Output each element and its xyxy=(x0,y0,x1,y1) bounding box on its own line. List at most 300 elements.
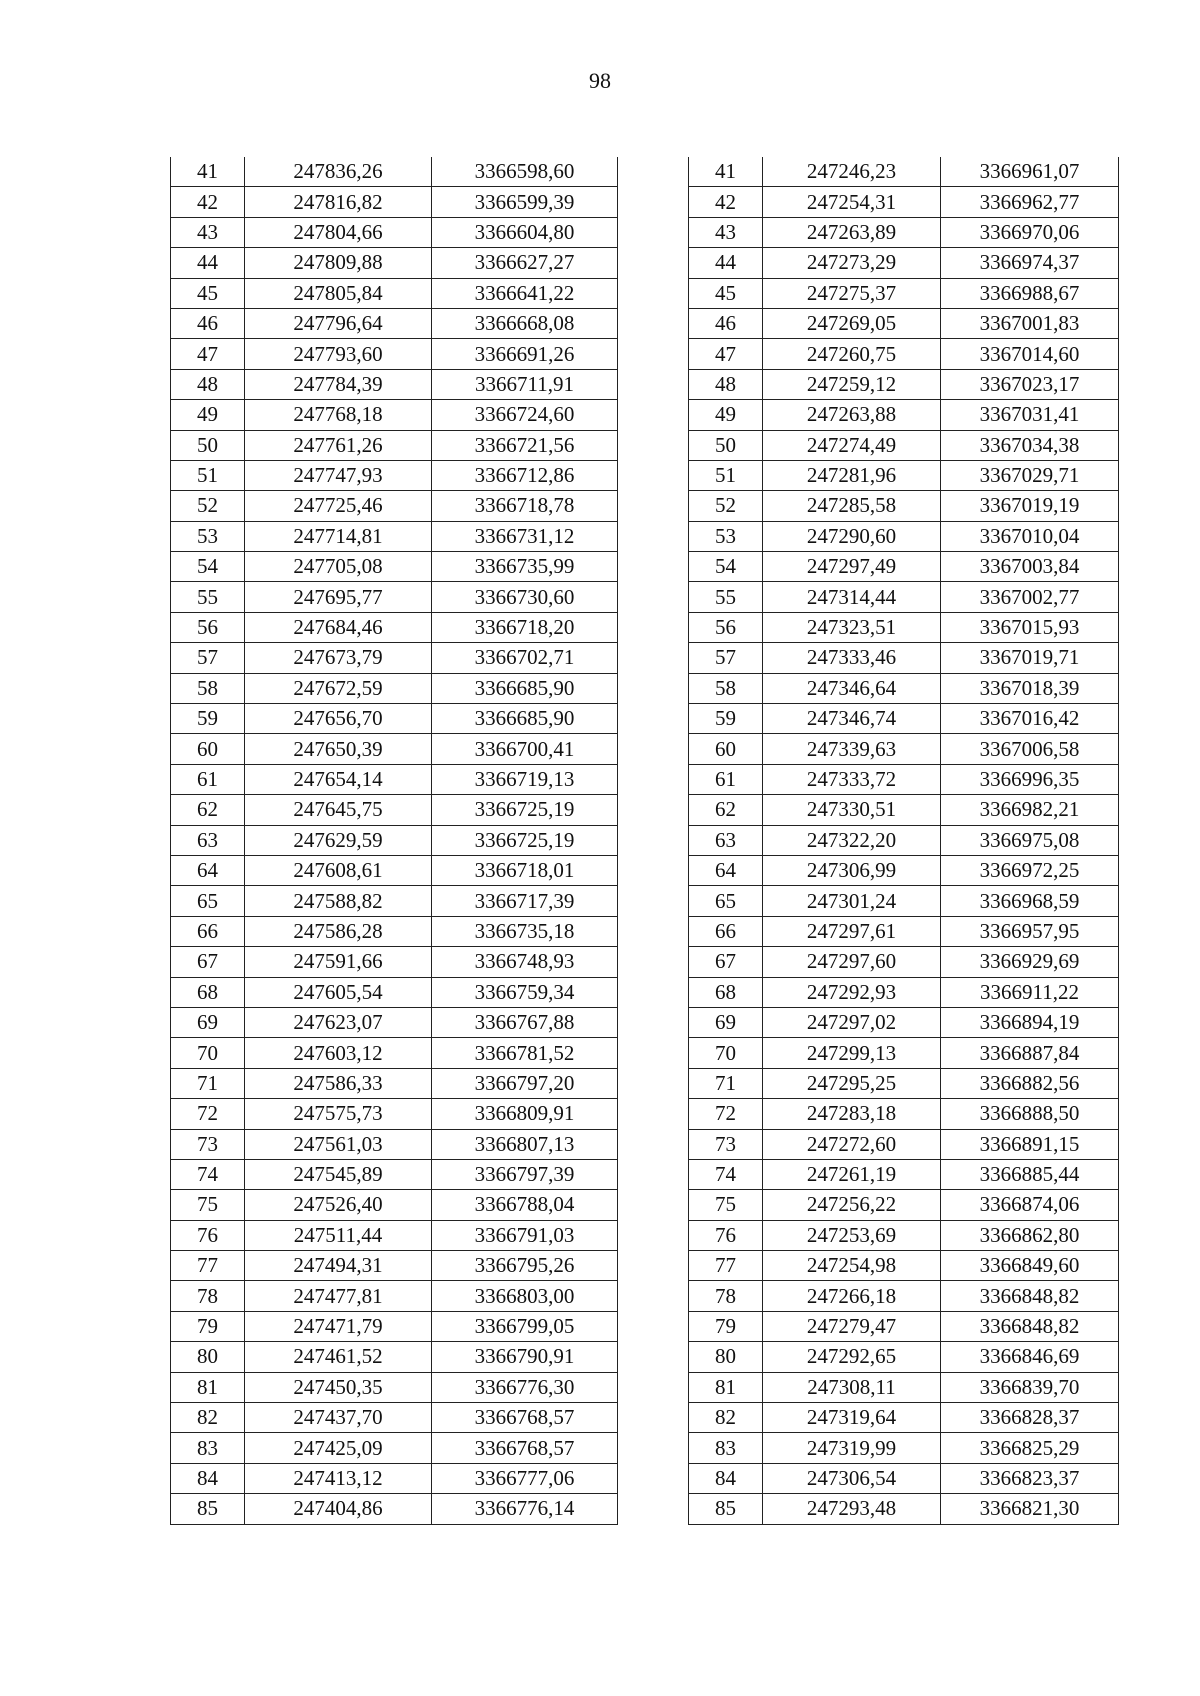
y-coordinate-cell: 3366797,20 xyxy=(432,1068,618,1098)
coordinates-table-right xyxy=(688,157,1119,1525)
table-row xyxy=(689,278,1119,308)
point-number-cell: 76 xyxy=(689,1220,763,1250)
x-coordinate-cell: 247494,31 xyxy=(245,1251,432,1281)
x-coordinate-cell: 247586,28 xyxy=(245,916,432,946)
table-row xyxy=(689,582,1119,612)
point-number-cell: 63 xyxy=(689,825,763,855)
table-row xyxy=(171,278,618,308)
x-coordinate-cell: 247672,59 xyxy=(245,673,432,703)
y-coordinate-cell: 3366849,60 xyxy=(941,1251,1119,1281)
point-number-cell: 79 xyxy=(689,1311,763,1341)
table-row xyxy=(689,704,1119,734)
y-coordinate-cell: 3366887,84 xyxy=(941,1038,1119,1068)
y-coordinate-cell: 3366718,01 xyxy=(432,855,618,885)
y-coordinate-cell: 3366797,39 xyxy=(432,1159,618,1189)
x-coordinate-cell: 247561,03 xyxy=(245,1129,432,1159)
x-coordinate-cell: 247747,93 xyxy=(245,460,432,490)
point-number-cell: 54 xyxy=(171,552,245,582)
table-row xyxy=(171,886,618,916)
x-coordinate-cell: 247306,99 xyxy=(763,855,941,885)
table-row xyxy=(171,582,618,612)
y-coordinate-cell: 3367023,17 xyxy=(941,369,1119,399)
x-coordinate-cell: 247273,29 xyxy=(763,248,941,278)
point-number-cell: 61 xyxy=(689,764,763,794)
point-number-cell: 68 xyxy=(689,977,763,1007)
point-number-cell: 69 xyxy=(689,1007,763,1037)
x-coordinate-cell: 247275,37 xyxy=(763,278,941,308)
x-coordinate-cell: 247804,66 xyxy=(245,217,432,247)
table-row xyxy=(171,1129,618,1159)
x-coordinate-cell: 247266,18 xyxy=(763,1281,941,1311)
x-coordinate-cell: 247319,99 xyxy=(763,1433,941,1463)
x-coordinate-cell: 247274,49 xyxy=(763,430,941,460)
y-coordinate-cell: 3366929,69 xyxy=(941,947,1119,977)
table-row xyxy=(171,1068,618,1098)
point-number-cell: 84 xyxy=(171,1463,245,1493)
x-coordinate-cell: 247346,74 xyxy=(763,704,941,734)
point-number-cell: 71 xyxy=(689,1068,763,1098)
x-coordinate-cell: 247285,58 xyxy=(763,491,941,521)
y-coordinate-cell: 3366719,13 xyxy=(432,764,618,794)
x-coordinate-cell: 247768,18 xyxy=(245,400,432,430)
y-coordinate-cell: 3366957,95 xyxy=(941,916,1119,946)
table-row xyxy=(171,612,618,642)
point-number-cell: 85 xyxy=(171,1494,245,1524)
point-number-cell: 58 xyxy=(689,673,763,703)
point-number-cell: 59 xyxy=(171,704,245,734)
table-row xyxy=(689,673,1119,703)
y-coordinate-cell: 3367034,38 xyxy=(941,430,1119,460)
table-row xyxy=(171,1099,618,1129)
x-coordinate-cell: 247260,75 xyxy=(763,339,941,369)
point-number-cell: 59 xyxy=(689,704,763,734)
point-number-cell: 80 xyxy=(689,1342,763,1372)
point-number-cell: 42 xyxy=(171,187,245,217)
x-coordinate-cell: 247471,79 xyxy=(245,1311,432,1341)
table-row xyxy=(689,369,1119,399)
y-coordinate-cell: 3366911,22 xyxy=(941,977,1119,1007)
point-number-cell: 75 xyxy=(689,1190,763,1220)
x-coordinate-cell: 247333,46 xyxy=(763,643,941,673)
table-row xyxy=(171,795,618,825)
y-coordinate-cell: 3366825,29 xyxy=(941,1433,1119,1463)
point-number-cell: 71 xyxy=(171,1068,245,1098)
point-number-cell: 62 xyxy=(171,795,245,825)
point-number-cell: 58 xyxy=(171,673,245,703)
x-coordinate-cell: 247413,12 xyxy=(245,1463,432,1493)
table-row xyxy=(171,157,618,187)
point-number-cell: 48 xyxy=(171,369,245,399)
point-number-cell: 76 xyxy=(171,1220,245,1250)
point-number-cell: 72 xyxy=(171,1099,245,1129)
y-coordinate-cell: 3366776,30 xyxy=(432,1372,618,1402)
x-coordinate-cell: 247796,64 xyxy=(245,308,432,338)
table-row xyxy=(171,1311,618,1341)
y-coordinate-cell: 3367001,83 xyxy=(941,308,1119,338)
y-coordinate-cell: 3366700,41 xyxy=(432,734,618,764)
x-coordinate-cell: 247603,12 xyxy=(245,1038,432,1068)
point-number-cell: 72 xyxy=(689,1099,763,1129)
x-coordinate-cell: 247254,98 xyxy=(763,1251,941,1281)
table-row xyxy=(171,825,618,855)
point-number-cell: 41 xyxy=(689,157,763,187)
point-number-cell: 70 xyxy=(689,1038,763,1068)
table-row xyxy=(171,430,618,460)
x-coordinate-cell: 247263,89 xyxy=(763,217,941,247)
x-coordinate-cell: 247339,63 xyxy=(763,734,941,764)
x-coordinate-cell: 247292,93 xyxy=(763,977,941,1007)
x-coordinate-cell: 247404,86 xyxy=(245,1494,432,1524)
table-row xyxy=(689,795,1119,825)
x-coordinate-cell: 247253,69 xyxy=(763,1220,941,1250)
point-number-cell: 52 xyxy=(689,491,763,521)
point-number-cell: 49 xyxy=(171,400,245,430)
table-row xyxy=(689,1311,1119,1341)
table-row xyxy=(689,1433,1119,1463)
x-coordinate-cell: 247684,46 xyxy=(245,612,432,642)
x-coordinate-cell: 247308,11 xyxy=(763,1372,941,1402)
y-coordinate-cell: 3366599,39 xyxy=(432,187,618,217)
point-number-cell: 77 xyxy=(171,1251,245,1281)
y-coordinate-cell: 3366823,37 xyxy=(941,1463,1119,1493)
x-coordinate-cell: 247297,02 xyxy=(763,1007,941,1037)
table-row xyxy=(689,491,1119,521)
y-coordinate-cell: 3366848,82 xyxy=(941,1311,1119,1341)
point-number-cell: 69 xyxy=(171,1007,245,1037)
y-coordinate-cell: 3366788,04 xyxy=(432,1190,618,1220)
point-number-cell: 45 xyxy=(689,278,763,308)
point-number-cell: 74 xyxy=(689,1159,763,1189)
table-row xyxy=(689,308,1119,338)
point-number-cell: 79 xyxy=(171,1311,245,1341)
x-coordinate-cell: 247290,60 xyxy=(763,521,941,551)
table-row xyxy=(689,521,1119,551)
y-coordinate-cell: 3366731,12 xyxy=(432,521,618,551)
table-row xyxy=(689,552,1119,582)
table-row xyxy=(171,552,618,582)
table-row xyxy=(171,217,618,247)
y-coordinate-cell: 3366730,60 xyxy=(432,582,618,612)
table-row xyxy=(689,1220,1119,1250)
table-row xyxy=(689,886,1119,916)
x-coordinate-cell: 247816,82 xyxy=(245,187,432,217)
x-coordinate-cell: 247299,13 xyxy=(763,1038,941,1068)
table-row xyxy=(689,977,1119,1007)
point-number-cell: 57 xyxy=(171,643,245,673)
x-coordinate-cell: 247575,73 xyxy=(245,1099,432,1129)
table-row xyxy=(689,764,1119,794)
x-coordinate-cell: 247586,33 xyxy=(245,1068,432,1098)
point-number-cell: 46 xyxy=(171,308,245,338)
point-number-cell: 48 xyxy=(689,369,763,399)
point-number-cell: 46 xyxy=(689,308,763,338)
y-coordinate-cell: 3366641,22 xyxy=(432,278,618,308)
table-row xyxy=(689,157,1119,187)
y-coordinate-cell: 3366795,26 xyxy=(432,1251,618,1281)
y-coordinate-cell: 3367003,84 xyxy=(941,552,1119,582)
point-number-cell: 65 xyxy=(689,886,763,916)
y-coordinate-cell: 3366968,59 xyxy=(941,886,1119,916)
y-coordinate-cell: 3366668,08 xyxy=(432,308,618,338)
y-coordinate-cell: 3366846,69 xyxy=(941,1342,1119,1372)
table-row xyxy=(171,947,618,977)
y-coordinate-cell: 3366759,34 xyxy=(432,977,618,1007)
x-coordinate-cell: 247450,35 xyxy=(245,1372,432,1402)
point-number-cell: 83 xyxy=(171,1433,245,1463)
point-number-cell: 43 xyxy=(689,217,763,247)
y-coordinate-cell: 3366821,30 xyxy=(941,1494,1119,1524)
x-coordinate-cell: 247292,65 xyxy=(763,1342,941,1372)
table-row xyxy=(689,1372,1119,1402)
x-coordinate-cell: 247605,54 xyxy=(245,977,432,1007)
x-coordinate-cell: 247314,44 xyxy=(763,582,941,612)
table-row xyxy=(689,217,1119,247)
table-row xyxy=(689,825,1119,855)
table-row xyxy=(689,1007,1119,1037)
y-coordinate-cell: 3366768,57 xyxy=(432,1403,618,1433)
point-number-cell: 64 xyxy=(689,855,763,885)
y-coordinate-cell: 3366882,56 xyxy=(941,1068,1119,1098)
x-coordinate-cell: 247269,05 xyxy=(763,308,941,338)
point-number-cell: 56 xyxy=(689,612,763,642)
point-number-cell: 42 xyxy=(689,187,763,217)
y-coordinate-cell: 3367014,60 xyxy=(941,339,1119,369)
x-coordinate-cell: 247673,79 xyxy=(245,643,432,673)
x-coordinate-cell: 247283,18 xyxy=(763,1099,941,1129)
table-row xyxy=(171,460,618,490)
table-row xyxy=(689,430,1119,460)
y-coordinate-cell: 3366874,06 xyxy=(941,1190,1119,1220)
table-row xyxy=(689,400,1119,430)
x-coordinate-cell: 247591,66 xyxy=(245,947,432,977)
x-coordinate-cell: 247793,60 xyxy=(245,339,432,369)
y-coordinate-cell: 3366718,78 xyxy=(432,491,618,521)
x-coordinate-cell: 247293,48 xyxy=(763,1494,941,1524)
table-row xyxy=(689,1038,1119,1068)
x-coordinate-cell: 247695,77 xyxy=(245,582,432,612)
x-coordinate-cell: 247323,51 xyxy=(763,612,941,642)
point-number-cell: 54 xyxy=(689,552,763,582)
x-coordinate-cell: 247608,61 xyxy=(245,855,432,885)
y-coordinate-cell: 3366712,86 xyxy=(432,460,618,490)
x-coordinate-cell: 247256,22 xyxy=(763,1190,941,1220)
table-row xyxy=(171,704,618,734)
table-row xyxy=(689,187,1119,217)
y-coordinate-cell: 3366721,56 xyxy=(432,430,618,460)
x-coordinate-cell: 247805,84 xyxy=(245,278,432,308)
point-number-cell: 85 xyxy=(689,1494,763,1524)
y-coordinate-cell: 3366888,50 xyxy=(941,1099,1119,1129)
y-coordinate-cell: 3366724,60 xyxy=(432,400,618,430)
y-coordinate-cell: 3366988,67 xyxy=(941,278,1119,308)
table-row xyxy=(689,1342,1119,1372)
point-number-cell: 47 xyxy=(171,339,245,369)
table-row xyxy=(689,339,1119,369)
y-coordinate-cell: 3366776,14 xyxy=(432,1494,618,1524)
y-coordinate-cell: 3366972,25 xyxy=(941,855,1119,885)
table-row xyxy=(171,1494,618,1524)
x-coordinate-cell: 247272,60 xyxy=(763,1129,941,1159)
x-coordinate-cell: 247330,51 xyxy=(763,795,941,825)
y-coordinate-cell: 3366717,39 xyxy=(432,886,618,916)
point-number-cell: 74 xyxy=(171,1159,245,1189)
table-row xyxy=(171,1403,618,1433)
table-row xyxy=(171,187,618,217)
point-number-cell: 56 xyxy=(171,612,245,642)
y-coordinate-cell: 3367002,77 xyxy=(941,582,1119,612)
y-coordinate-cell: 3367018,39 xyxy=(941,673,1119,703)
point-number-cell: 51 xyxy=(689,460,763,490)
x-coordinate-cell: 247725,46 xyxy=(245,491,432,521)
table-row xyxy=(171,673,618,703)
table-row xyxy=(171,855,618,885)
table-row xyxy=(171,1281,618,1311)
point-number-cell: 66 xyxy=(171,916,245,946)
coordinates-table-left xyxy=(170,157,618,1525)
table-row xyxy=(171,1159,618,1189)
x-coordinate-cell: 247425,09 xyxy=(245,1433,432,1463)
y-coordinate-cell: 3367006,58 xyxy=(941,734,1119,764)
point-number-cell: 60 xyxy=(171,734,245,764)
x-coordinate-cell: 247761,26 xyxy=(245,430,432,460)
y-coordinate-cell: 3366685,90 xyxy=(432,704,618,734)
y-coordinate-cell: 3367015,93 xyxy=(941,612,1119,642)
y-coordinate-cell: 3366598,60 xyxy=(432,157,618,187)
y-coordinate-cell: 3366725,19 xyxy=(432,825,618,855)
y-coordinate-cell: 3366702,71 xyxy=(432,643,618,673)
table-row xyxy=(171,734,618,764)
point-number-cell: 44 xyxy=(171,248,245,278)
y-coordinate-cell: 3366982,21 xyxy=(941,795,1119,825)
y-coordinate-cell: 3366735,99 xyxy=(432,552,618,582)
table-row xyxy=(689,1403,1119,1433)
table-row xyxy=(171,1433,618,1463)
x-coordinate-cell: 247461,52 xyxy=(245,1342,432,1372)
x-coordinate-cell: 247279,47 xyxy=(763,1311,941,1341)
point-number-cell: 41 xyxy=(171,157,245,187)
point-number-cell: 75 xyxy=(171,1190,245,1220)
y-coordinate-cell: 3366718,20 xyxy=(432,612,618,642)
table-row xyxy=(171,308,618,338)
x-coordinate-cell: 247297,60 xyxy=(763,947,941,977)
table-row xyxy=(171,764,618,794)
table-row xyxy=(689,1129,1119,1159)
table-row xyxy=(171,491,618,521)
y-coordinate-cell: 3366790,91 xyxy=(432,1342,618,1372)
y-coordinate-cell: 3366809,91 xyxy=(432,1099,618,1129)
table-row xyxy=(171,916,618,946)
x-coordinate-cell: 247588,82 xyxy=(245,886,432,916)
table-row xyxy=(689,916,1119,946)
y-coordinate-cell: 3366685,90 xyxy=(432,673,618,703)
point-number-cell: 60 xyxy=(689,734,763,764)
y-coordinate-cell: 3366777,06 xyxy=(432,1463,618,1493)
point-number-cell: 82 xyxy=(689,1403,763,1433)
point-number-cell: 65 xyxy=(171,886,245,916)
y-coordinate-cell: 3366691,26 xyxy=(432,339,618,369)
point-number-cell: 77 xyxy=(689,1251,763,1281)
y-coordinate-cell: 3366711,91 xyxy=(432,369,618,399)
y-coordinate-cell: 3366604,80 xyxy=(432,217,618,247)
x-coordinate-cell: 247705,08 xyxy=(245,552,432,582)
table-row xyxy=(689,643,1119,673)
x-coordinate-cell: 247784,39 xyxy=(245,369,432,399)
table-row xyxy=(171,1342,618,1372)
x-coordinate-cell: 247333,72 xyxy=(763,764,941,794)
x-coordinate-cell: 247295,25 xyxy=(763,1068,941,1098)
x-coordinate-cell: 247656,70 xyxy=(245,704,432,734)
x-coordinate-cell: 247477,81 xyxy=(245,1281,432,1311)
point-number-cell: 55 xyxy=(171,582,245,612)
x-coordinate-cell: 247714,81 xyxy=(245,521,432,551)
y-coordinate-cell: 3367031,41 xyxy=(941,400,1119,430)
x-coordinate-cell: 247654,14 xyxy=(245,764,432,794)
x-coordinate-cell: 247246,23 xyxy=(763,157,941,187)
y-coordinate-cell: 3366975,08 xyxy=(941,825,1119,855)
x-coordinate-cell: 247437,70 xyxy=(245,1403,432,1433)
y-coordinate-cell: 3366807,13 xyxy=(432,1129,618,1159)
point-number-cell: 80 xyxy=(171,1342,245,1372)
x-coordinate-cell: 247629,59 xyxy=(245,825,432,855)
point-number-cell: 67 xyxy=(689,947,763,977)
point-number-cell: 68 xyxy=(171,977,245,1007)
table-row xyxy=(171,1007,618,1037)
table-row xyxy=(689,248,1119,278)
table-row xyxy=(171,1038,618,1068)
table-row xyxy=(171,339,618,369)
point-number-cell: 55 xyxy=(689,582,763,612)
y-coordinate-cell: 3366748,93 xyxy=(432,947,618,977)
point-number-cell: 47 xyxy=(689,339,763,369)
point-number-cell: 73 xyxy=(171,1129,245,1159)
point-number-cell: 44 xyxy=(689,248,763,278)
point-number-cell: 50 xyxy=(171,430,245,460)
y-coordinate-cell: 3366974,37 xyxy=(941,248,1119,278)
table-row xyxy=(689,855,1119,885)
x-coordinate-cell: 247809,88 xyxy=(245,248,432,278)
x-coordinate-cell: 247281,96 xyxy=(763,460,941,490)
x-coordinate-cell: 247297,49 xyxy=(763,552,941,582)
table-row xyxy=(689,1494,1119,1524)
x-coordinate-cell: 247645,75 xyxy=(245,795,432,825)
point-number-cell: 82 xyxy=(171,1403,245,1433)
point-number-cell: 84 xyxy=(689,1463,763,1493)
point-number-cell: 81 xyxy=(171,1372,245,1402)
point-number-cell: 61 xyxy=(171,764,245,794)
point-number-cell: 78 xyxy=(689,1281,763,1311)
x-coordinate-cell: 247836,26 xyxy=(245,157,432,187)
y-coordinate-cell: 3366735,18 xyxy=(432,916,618,946)
point-number-cell: 66 xyxy=(689,916,763,946)
table-row xyxy=(689,947,1119,977)
table-row xyxy=(689,1068,1119,1098)
table-row xyxy=(171,643,618,673)
y-coordinate-cell: 3366885,44 xyxy=(941,1159,1119,1189)
y-coordinate-cell: 3366781,52 xyxy=(432,1038,618,1068)
x-coordinate-cell: 247650,39 xyxy=(245,734,432,764)
point-number-cell: 62 xyxy=(689,795,763,825)
table-row xyxy=(171,248,618,278)
y-coordinate-cell: 3366768,57 xyxy=(432,1433,618,1463)
y-coordinate-cell: 3366970,06 xyxy=(941,217,1119,247)
table-row xyxy=(689,1190,1119,1220)
y-coordinate-cell: 3366828,37 xyxy=(941,1403,1119,1433)
x-coordinate-cell: 247623,07 xyxy=(245,1007,432,1037)
table-row xyxy=(689,612,1119,642)
y-coordinate-cell: 3367010,04 xyxy=(941,521,1119,551)
point-number-cell: 57 xyxy=(689,643,763,673)
y-coordinate-cell: 3366839,70 xyxy=(941,1372,1119,1402)
